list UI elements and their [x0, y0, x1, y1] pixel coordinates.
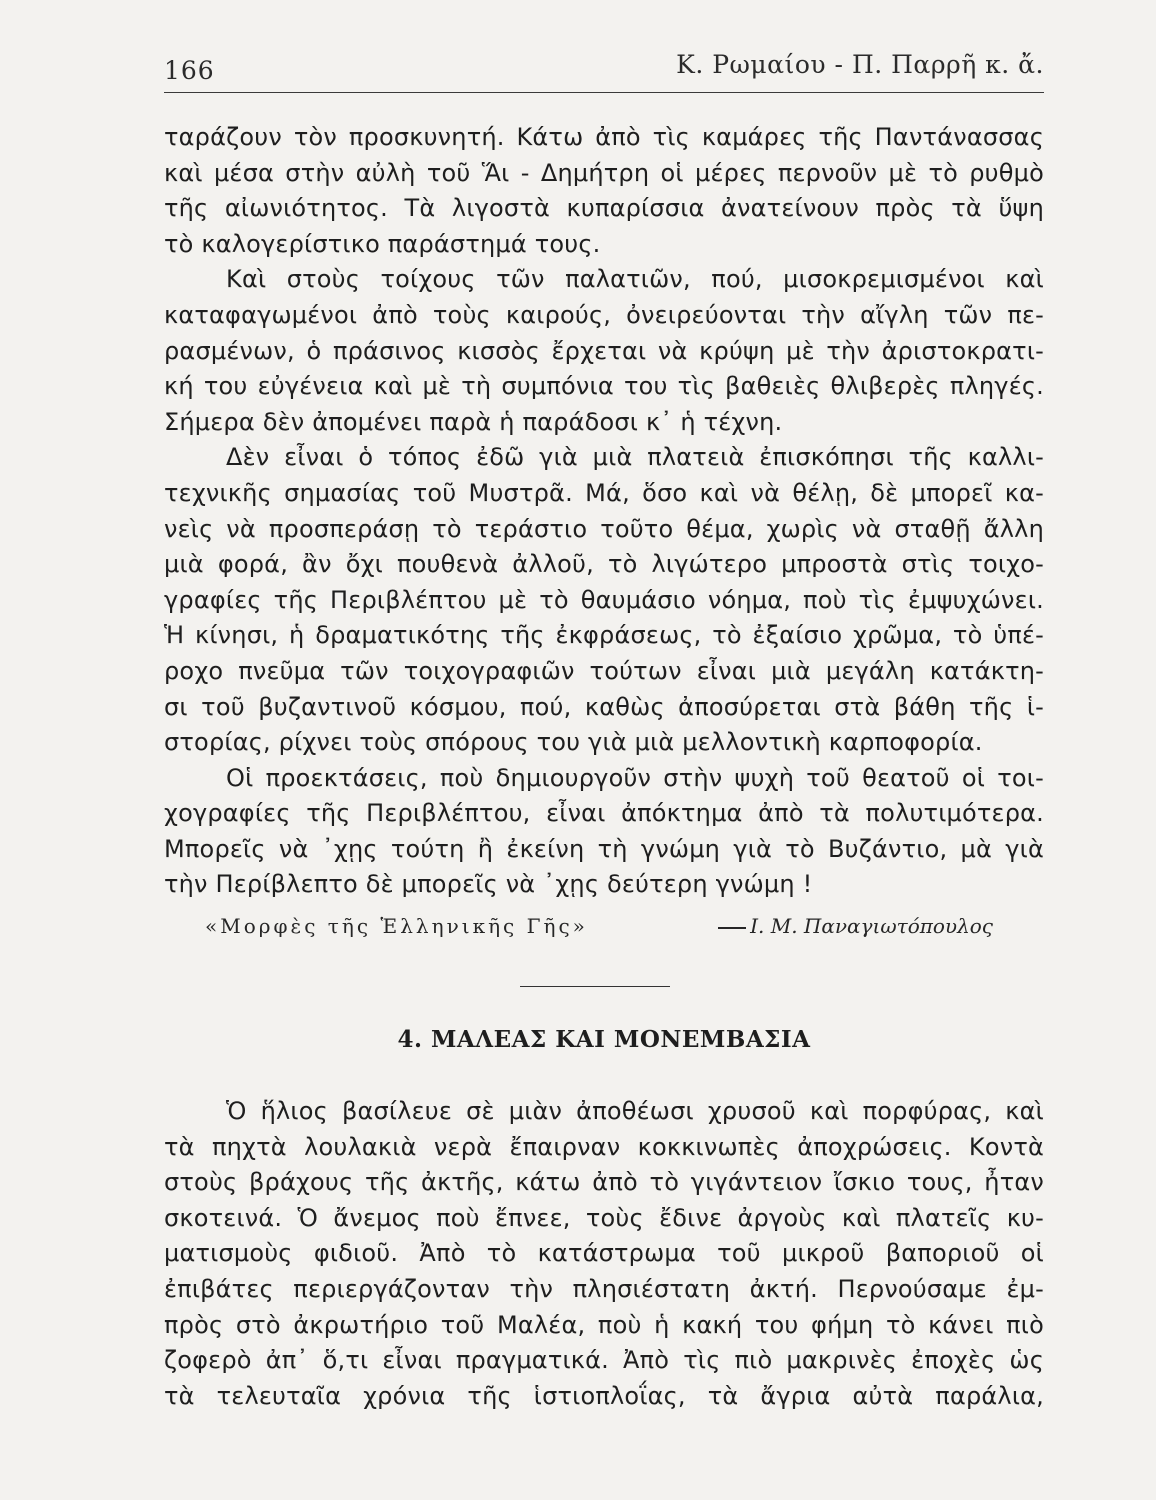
text-line: νεὶς νὰ προσπεράσῃ τὸ τεράστιο τοῦτο θέμα, χωρὶς νὰ σταθῇ ἄλλη	[164, 514, 1044, 543]
citation-author-line	[718, 914, 993, 938]
text-line: καταφαγωμένοι ἀπὸ τοὺς καιρούς, ὀνειρεύονται τὴν αἴγλη τῶν πε-	[164, 300, 1044, 329]
page-header	[164, 46, 1044, 88]
text-line: καὶ μέσα στὴν αὐλὴ τοῦ Ἅι - Δημήτρη οἱ μέρες περνοῦν μὲ τὸ ρυθμὸ	[164, 158, 1044, 187]
article-text-top	[164, 120, 1044, 903]
text-line: στοὺς βράχους τῆς ἀκτῆς, κάτω ἀπὸ τὸ γιγάντειον ἴσκιο τους, ἦταν	[164, 1168, 1044, 1197]
text-line: κή του εὐγένεια καὶ μὲ τὴ συμπόνια του τὶς βαθειὲς θλιβερὲς πληγές.	[164, 372, 1044, 401]
text-line: Δὲν εἶναι ὁ τόπος ἐδῶ γιὰ μιὰ πλατειὰ ἐπισκόπησι τῆς καλλι-	[226, 443, 1044, 472]
text-line: μιὰ φορά, ἂν ὄχι πουθενὰ ἀλλοῦ, τὸ λιγώτερο μπροστὰ στὶς τοιχο-	[164, 550, 1044, 579]
text-line: γραφίες τῆς Περιβλέπτου μὲ τὸ θαυμάσιο νόημα, ποὺ τὶς ἐμψυχώνει.	[164, 585, 1044, 614]
text-line: Ἡ κίνησι, ἡ δραματικότης τῆς ἐκφράσεως, τὸ ἐξαίσιο χρῶμα, τὸ ὑπέ-	[164, 621, 1044, 650]
text-line: Ὁ ἥλιος βασίλευε σὲ μιὰν ἀποθέωσι χρυσοῦ καὶ πορφύρας, καὶ	[226, 1097, 1044, 1125]
section-separator	[520, 986, 670, 987]
text-line: Καὶ στοὺς τοίχους τῶν παλατιῶν, πού, μισοκρεμισμένοι καὶ	[226, 265, 1044, 294]
text-line: Σήμερα δὲν ἀπομένει παρὰ ἡ παράδοσι κ᾿ ἡ τέχνη.	[164, 407, 783, 436]
text-line: ρασμένων, ὁ πράσινος κισσὸς ἔρχεται νὰ κρύψη μὲ τὴν ἀριστοκρατι-	[164, 336, 1044, 365]
running-title: Κ. Ρωμαίου - Π. Παρρῆ κ. ἄ.	[676, 50, 1044, 79]
header-rule	[164, 92, 1044, 93]
text-line: τὰ πηχτὰ λουλακιὰ νερὰ ἔπαιρναν κοκκινωπὲς ἀποχρώσεις. Κοντὰ	[164, 1132, 1044, 1161]
text-line: τὰ τελευταῖα χρόνια τῆς ἱστιοπλοΐας, τὰ ἄγρια αὐτὰ παράλια,	[164, 1381, 1044, 1410]
citation-source: «Μορφὲς τῆς Ἑλληνικῆς Γῆς»	[205, 914, 588, 938]
section-title: 4. ΜΑΛΕΑΣ ΚΑΙ ΜΟΝΕΜΒΑΣΙΑ	[397, 1026, 811, 1053]
text-line: ροχο πνεῦμα τῶν τοιχογραφιῶν τούτων εἶναι μιὰ μεγάλη κατάκτη-	[164, 656, 1044, 685]
text-line: Οἱ προεκτάσεις, ποὺ δημιουργοῦν στὴν ψυχὴ τοῦ θεατοῦ οἱ τοι-	[226, 763, 1044, 792]
text-line: τεχνικῆς σημασίας τοῦ Μυστρᾶ. Μά, ὅσο καὶ νὰ θέλῃ, δὲ μπορεῖ κα-	[164, 478, 1044, 507]
text-line: στορίας, ρίχνει τοὺς σπόρους του γιὰ μιὰ μελλοντικὴ καρποφορία.	[164, 728, 983, 757]
text-line: σι τοῦ βυζαντινοῦ κόσμου, πού, καθὼς ἀποσύρεται στὰ βάθη τῆς ἱ-	[164, 692, 1044, 721]
text-line: τὸ καλογερίστικο παράστημά τους.	[164, 229, 601, 258]
em-dash	[718, 927, 746, 929]
text-line: ζοφερὸ ἀπ᾿ ὅ,τι εἶναι πραγματικά. Ἀπὸ τὶς πιὸ μακρινὲς ἐποχὲς ὡς	[164, 1346, 1044, 1375]
citation-author: Ι. Μ. Παναγιωτόπουλος	[750, 914, 993, 938]
text-line: Μπορεῖς νὰ ᾿χῃς τούτη ἢ ἐκείνη τὴ γνώμη γιὰ τὸ Βυζάντιο, μὰ γιὰ	[164, 834, 1044, 863]
article-text-bottom	[164, 1094, 1044, 1414]
text-line: πρὸς στὸ ἀκρωτήριο τοῦ Μαλέα, ποὺ ἡ κακή του φήμη τὸ κάνει πιὸ	[164, 1310, 1044, 1339]
text-line: ταράζουν τὸν προσκυνητή. Κάτω ἀπὸ τὶς καμάρες τῆς Παντάνασσας	[164, 123, 1044, 151]
text-line: τῆς αἰωνιότητος. Τὰ λιγοστὰ κυπαρίσσια ἀνατείνουν πρὸς τὰ ὕψη	[164, 194, 1044, 223]
citation	[205, 914, 1005, 946]
text-line: ἐπιβάτες περιεργάζονταν τὴν πλησιέστατη ἀκτή. Περνούσαμε ἐμ-	[164, 1274, 1044, 1303]
text-line: χογραφίες τῆς Περιβλέπτου, εἶναι ἀπόκτημα ἀπὸ τὰ πολυτιμότερα.	[164, 799, 1044, 828]
text-line: ματισμοὺς φιδιοῦ. Ἀπὸ τὸ κατάστρωμα τοῦ μικροῦ βαποριοῦ οἱ	[164, 1239, 1044, 1268]
text-line: σκοτεινά. Ὁ ἄνεμος ποὺ ἔπνεε, τοὺς ἔδινε ἀργοὺς καὶ πλατεῖς κυ-	[164, 1203, 1044, 1232]
text-line: τὴν Περίβλεπτο δὲ μπορεῖς νὰ ᾿χῃς δεύτερη γνώμη !	[164, 870, 813, 899]
page-number: 166	[164, 56, 215, 85]
